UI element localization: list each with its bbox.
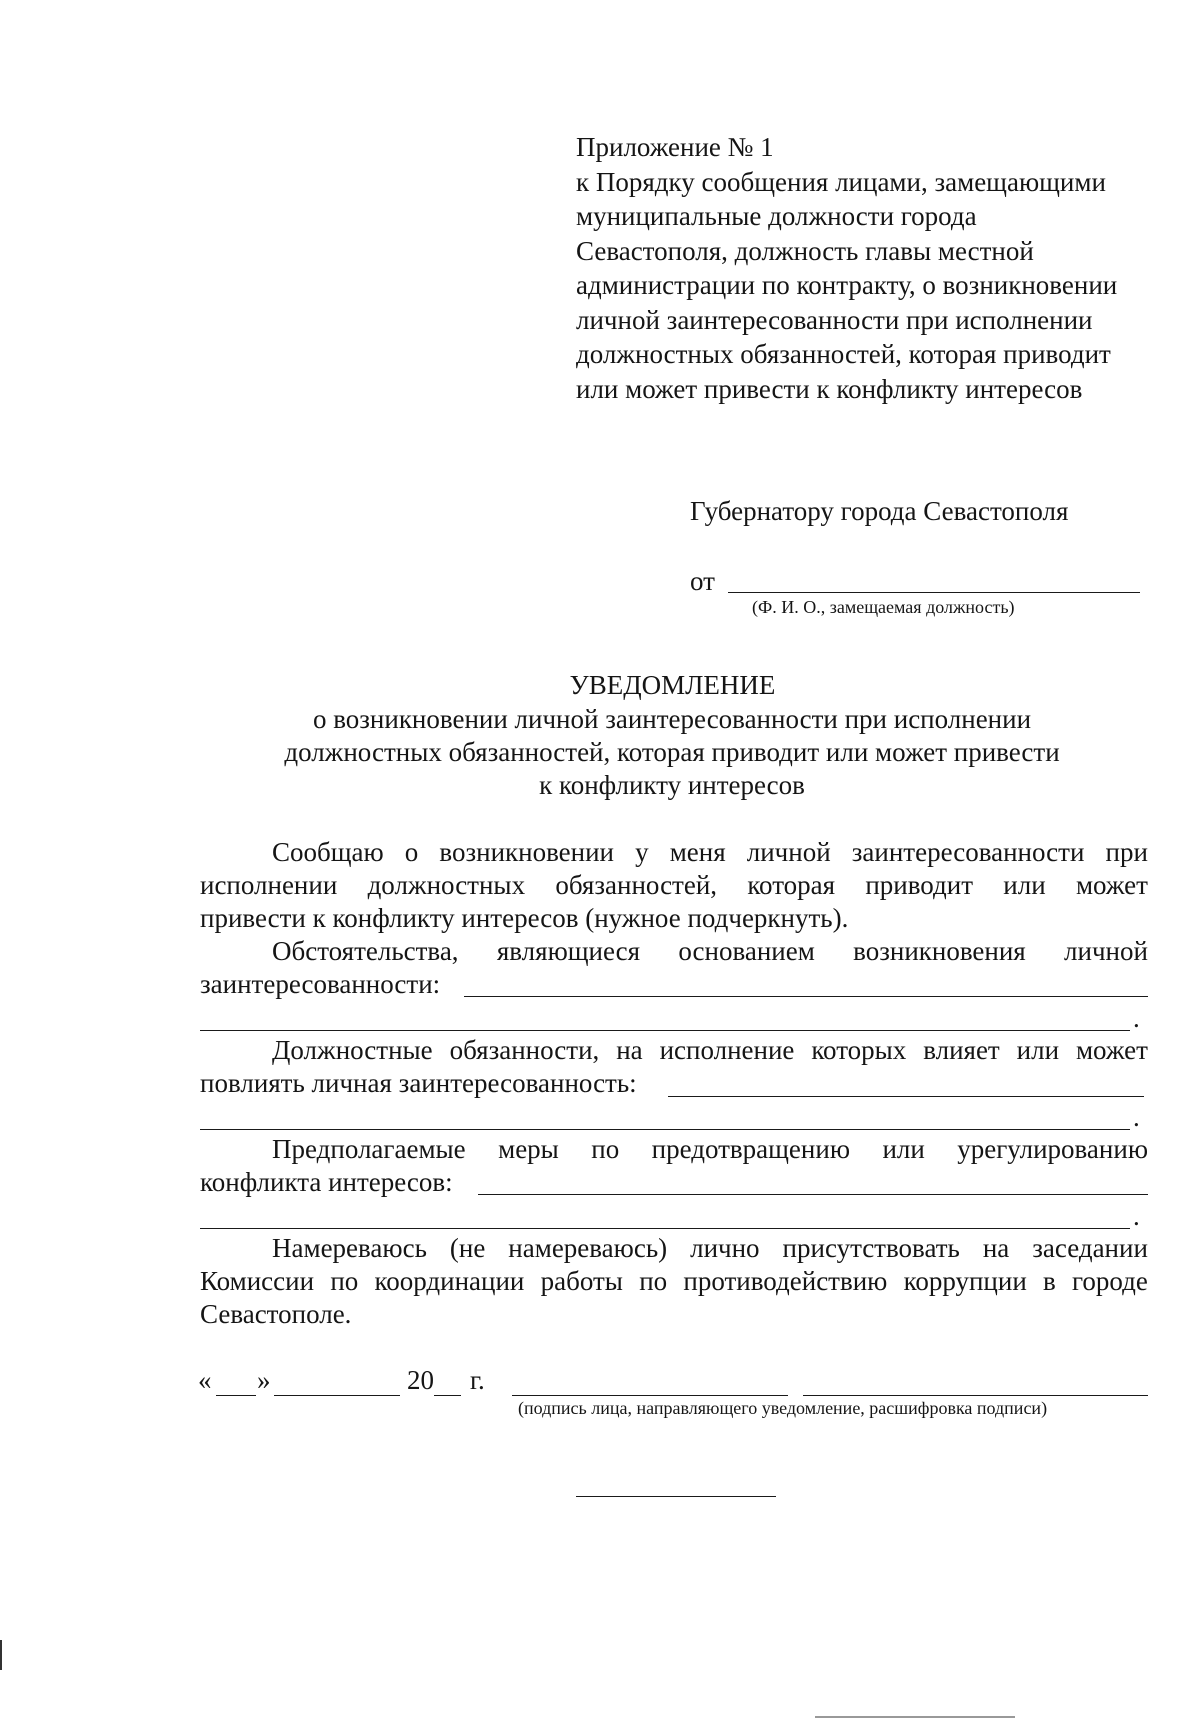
word: по xyxy=(591,1134,620,1164)
word: о xyxy=(404,837,419,867)
word: Должностные xyxy=(272,1035,433,1065)
notice-subtitle-line: должностных обязанностей, которая приводит или может привести xyxy=(284,737,1060,767)
word: или xyxy=(1003,870,1046,900)
signature-name-line[interactable] xyxy=(803,1395,1148,1396)
word: которых xyxy=(811,1035,907,1065)
word: (не xyxy=(449,1233,486,1263)
circumstances-fill-line[interactable] xyxy=(200,1030,1130,1031)
word: может xyxy=(1075,870,1148,900)
addressee-from-line xyxy=(728,592,1140,593)
word: в xyxy=(1043,1266,1056,1296)
date-year-suffix: г. xyxy=(470,1365,485,1395)
paragraph-line xyxy=(272,1233,1148,1264)
date-month-line[interactable] xyxy=(274,1395,400,1396)
word: урегулированию xyxy=(957,1134,1148,1164)
date-open-quote: « xyxy=(198,1365,212,1395)
appendix-line: должностных обязанностей, которая приводит xyxy=(576,339,1111,369)
word: исполнение xyxy=(659,1035,795,1065)
duties-fill-line[interactable] xyxy=(200,1129,1130,1130)
scan-edge-mark xyxy=(815,1716,1015,1718)
word: Обстоятельства, xyxy=(272,936,459,966)
paragraph-line xyxy=(200,1266,1148,1297)
word: меры xyxy=(498,1134,559,1164)
appendix-line: личной заинтересованности при исполнении xyxy=(576,304,1093,335)
word: меня xyxy=(669,837,726,867)
paragraph-line xyxy=(272,1035,1148,1066)
word: Комиссии xyxy=(200,1266,315,1296)
measures-fill-line[interactable] xyxy=(478,1194,1148,1195)
word: влияет xyxy=(923,1035,1000,1065)
date-close-quote: » xyxy=(257,1365,271,1395)
word: координации xyxy=(374,1266,525,1296)
word: работы xyxy=(540,1266,623,1296)
word: должностных xyxy=(367,870,526,900)
word: противодействию xyxy=(683,1266,888,1296)
word: приводит xyxy=(865,870,974,900)
word: городе xyxy=(1072,1266,1148,1296)
word: обязанности, xyxy=(449,1035,600,1065)
addressee-to: Губернатору города Севастополя xyxy=(690,496,1069,526)
word: может xyxy=(1075,1035,1148,1065)
word: предотвращению xyxy=(651,1134,850,1164)
notice-subtitle-line: о возникновении личной заинтересованности при исполнении xyxy=(312,704,1032,734)
paragraph-line: привести к конфликту интересов (нужное подчеркнуть). xyxy=(200,903,849,933)
addressee-from-caption: (Ф. И. О., замещаемая должность) xyxy=(752,597,1015,617)
signature-line[interactable] xyxy=(512,1395,788,1396)
measures-fill-line[interactable] xyxy=(200,1228,1130,1229)
notice-heading: УВЕДОМЛЕНИЕ xyxy=(569,670,776,700)
word: по xyxy=(330,1266,359,1296)
word: заседании xyxy=(1032,1233,1148,1263)
word: или xyxy=(882,1134,925,1164)
field-label-measures: конфликта интересов: xyxy=(200,1167,453,1197)
line-end-dot: . xyxy=(1133,1201,1140,1231)
word: личной xyxy=(1064,936,1148,966)
paragraph-line xyxy=(200,870,1148,901)
appendix-line: муниципальные должности города xyxy=(576,201,977,231)
appendix-line: или может привести к конфликту интересов xyxy=(576,373,1083,404)
word: на xyxy=(982,1233,1010,1263)
word: обязанностей, xyxy=(555,870,718,900)
word: намереваюсь) xyxy=(508,1233,668,1263)
word: основанием xyxy=(678,936,815,966)
word: возникновения xyxy=(853,936,1026,966)
word: лично xyxy=(690,1233,760,1263)
addressee-from-label: от xyxy=(690,566,715,596)
word: Предполагаемые xyxy=(272,1134,466,1164)
appendix-block xyxy=(576,130,1117,406)
word: заинтересованности xyxy=(851,837,1085,867)
word: личной xyxy=(746,837,831,867)
date-day-line[interactable] xyxy=(216,1395,256,1396)
word: по xyxy=(639,1266,668,1296)
line-end-dot: . xyxy=(1133,1102,1140,1132)
word: Сообщаю xyxy=(272,837,384,867)
scan-edge-mark xyxy=(0,1640,2,1670)
paragraph-line xyxy=(272,1134,1148,1165)
date-year-line[interactable] xyxy=(434,1395,461,1396)
appendix-line: Севастополя, должность главы местной xyxy=(576,235,1034,266)
word: которая xyxy=(747,870,836,900)
word: или xyxy=(1016,1035,1060,1065)
line-end-dot: . xyxy=(1133,1003,1140,1033)
date-year-prefix: 20 xyxy=(407,1365,434,1395)
notice-subtitle-line: к конфликту интересов xyxy=(539,770,805,800)
word: присутствовать xyxy=(782,1233,960,1263)
word: у xyxy=(635,837,649,867)
paragraph-line: Севастополе. xyxy=(200,1299,352,1329)
word: Намереваюсь xyxy=(272,1233,427,1263)
word: возникновении xyxy=(439,837,615,867)
word: на xyxy=(616,1035,643,1065)
word: при xyxy=(1105,837,1148,867)
appendix-line: к Порядку сообщения лицами, замещающими xyxy=(576,166,1106,197)
field-label-duties: повлиять личная заинтересованность: xyxy=(200,1068,637,1098)
circumstances-fill-line[interactable] xyxy=(464,996,1148,997)
word: являющиеся xyxy=(496,936,641,966)
signature-caption: (подпись лица, направляющего уведомление, расшифровка подписи) xyxy=(518,1398,1048,1418)
appendix-title: Приложение № 1 xyxy=(576,132,774,162)
paragraph-line xyxy=(272,837,1148,868)
duties-fill-line[interactable] xyxy=(668,1096,1144,1097)
word: коррупции xyxy=(903,1266,1027,1296)
appendix-line: администрации по контракту, о возникновении xyxy=(576,270,1118,300)
field-label-circumstances: заинтересованности: xyxy=(200,969,441,999)
closing-separator xyxy=(576,1496,776,1497)
word: исполнении xyxy=(200,870,338,900)
paragraph-line xyxy=(272,936,1148,967)
